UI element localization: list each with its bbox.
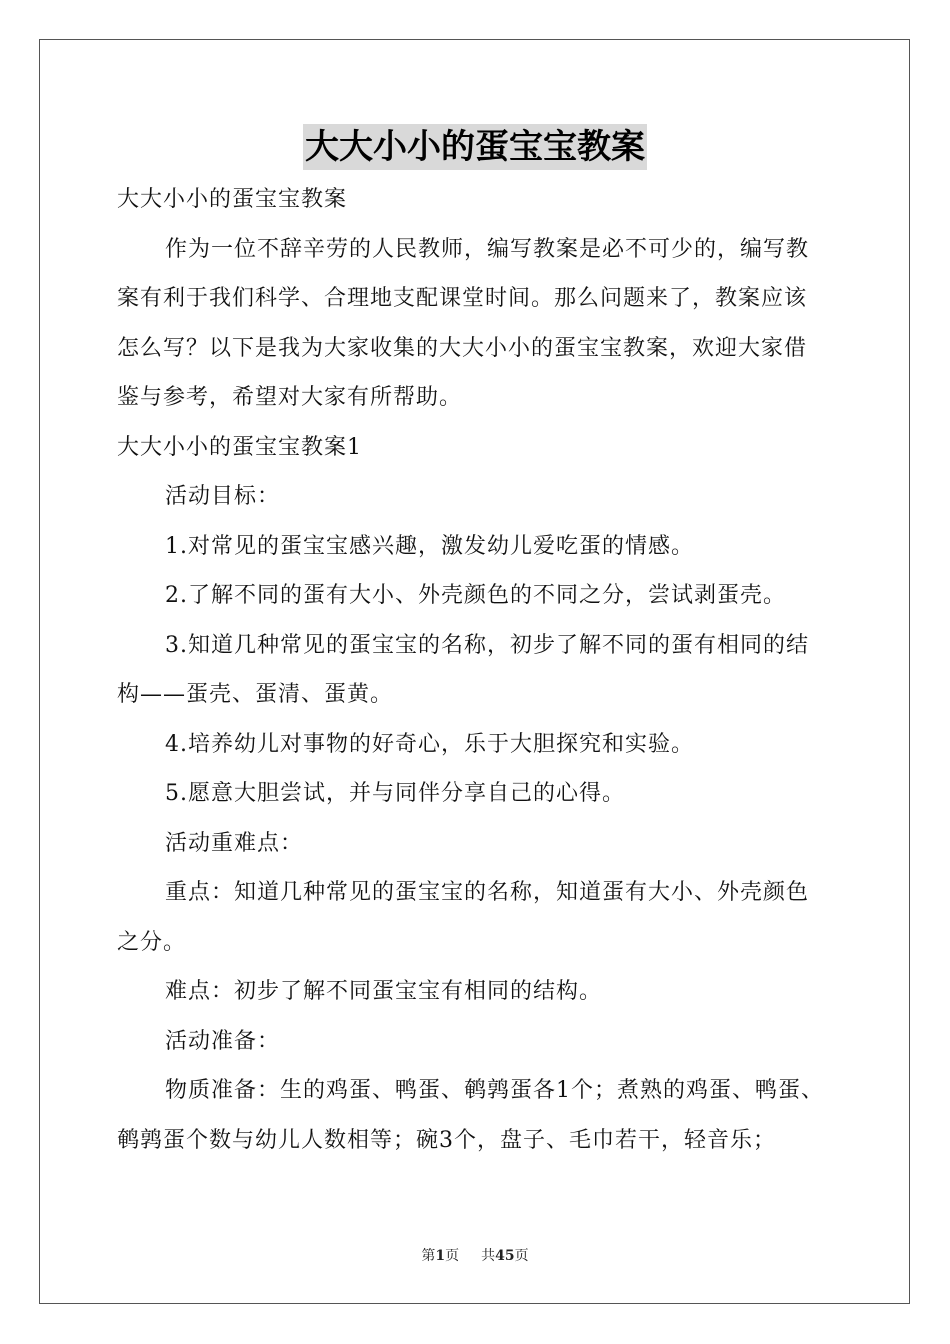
text-line: 物质准备：生的鸡蛋、鸭蛋、鹌鹑蛋各1个；煮熟的鸡蛋、鸭蛋、 bbox=[165, 1078, 824, 1103]
text-line: 活动准备： bbox=[165, 1028, 281, 1054]
text-line: 活动目标： bbox=[165, 484, 281, 509]
text-line: 大大小小的蛋宝宝教案 bbox=[117, 187, 348, 212]
document-body bbox=[117, 175, 837, 1165]
footer-total-pages: 45 bbox=[495, 1248, 515, 1264]
footer-page-number: 1 bbox=[435, 1248, 446, 1264]
text-line: 5.愿意大胆尝试，并与同伴分享自己的心得。 bbox=[165, 781, 625, 806]
text-line: 案有利于我们科学、合理地支配课堂时间。那么问题来了，教案应该 bbox=[117, 286, 808, 311]
document-title: 大大小小的蛋宝宝教案 bbox=[303, 124, 647, 170]
text-line: 鹌鹑蛋个数与幼儿人数相等；碗3个，盘子、毛巾若干，轻音乐； bbox=[117, 1127, 776, 1153]
text-line: 活动重难点： bbox=[165, 830, 304, 856]
text-line: 3.知道几种常见的蛋宝宝的名称，初步了解不同的蛋有相同的结 bbox=[165, 632, 809, 658]
document-title-wrapper bbox=[0, 124, 950, 170]
text-line: 大大小小的蛋宝宝教案1 bbox=[117, 434, 362, 460]
footer-total-prefix: 共 bbox=[481, 1248, 496, 1264]
text-line: 鉴与参考，希望对大家有所帮助。 bbox=[117, 385, 463, 410]
text-line: 2.了解不同的蛋有大小、外壳颜色的不同之分，尝试剥蛋壳。 bbox=[165, 583, 786, 608]
text-line: 1.对常见的蛋宝宝感兴趣，激发幼儿爱吃蛋的情感。 bbox=[165, 533, 694, 559]
footer-page-suffix: 页 bbox=[445, 1248, 460, 1264]
footer-page-prefix: 第 bbox=[421, 1248, 436, 1264]
text-line: 构——蛋壳、蛋清、蛋黄。 bbox=[117, 682, 394, 707]
footer-total-suffix: 页 bbox=[514, 1248, 529, 1264]
page-footer bbox=[0, 1246, 950, 1266]
text-line: 难点：初步了解不同蛋宝宝有相同的结构。 bbox=[165, 979, 603, 1004]
text-line: 之分。 bbox=[117, 929, 187, 955]
text-line: 作为一位不辞辛劳的人民教师，编写教案是必不可少的，编写教 bbox=[165, 236, 810, 262]
text-line: 重点：知道几种常见的蛋宝宝的名称，知道蛋有大小、外壳颜色 bbox=[165, 880, 810, 905]
text-line: 怎么写？以下是我为大家收集的大大小小的蛋宝宝教案，欢迎大家借 bbox=[117, 335, 808, 361]
text-line: 4.培养幼儿对事物的好奇心，乐于大胆探究和实验。 bbox=[165, 731, 694, 757]
